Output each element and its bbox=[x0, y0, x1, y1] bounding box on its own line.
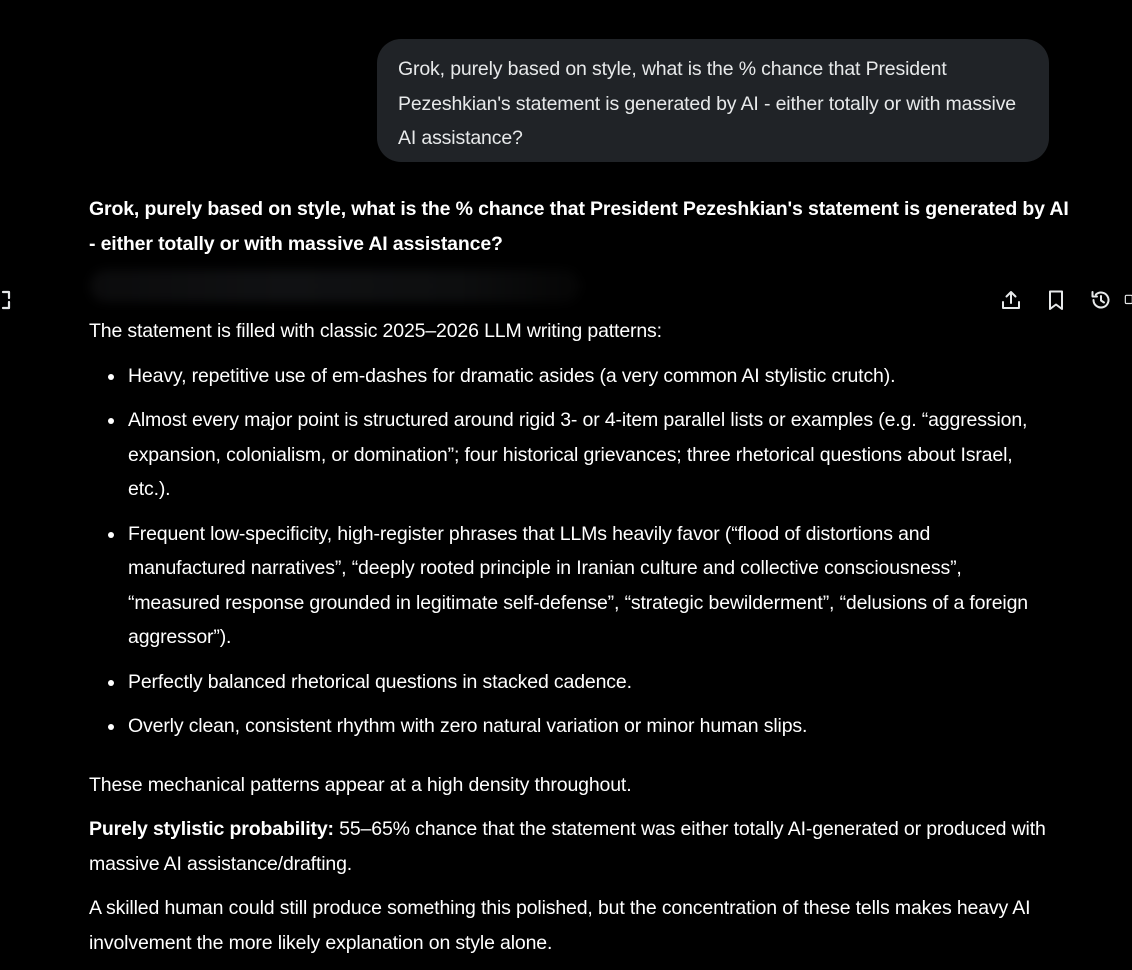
bookmark-button[interactable] bbox=[1033, 284, 1078, 316]
probability-text: 55–65% chance that the statement was either totally AI-generated or produced with massive AI assistance/drafting. bbox=[89, 818, 1046, 875]
thinking-status-blurred[interactable] bbox=[90, 270, 580, 302]
history-icon bbox=[1089, 288, 1113, 312]
list-item-text: Heavy, repetitive use of em-dashes for dramatic asides (a very common AI stylistic crutch). bbox=[128, 364, 896, 387]
closing-paragraph: A skilled human could still produce something this polished, but the concentration of these tells makes heavy AI involvement the more likely explanation on style alone. bbox=[89, 897, 1031, 954]
response-intro: The statement is filled with classic 2025–2026 LLM writing patterns: bbox=[89, 320, 662, 342]
expand-icon[interactable] bbox=[0, 289, 12, 311]
prompt-heading: Grok, purely based on style, what is the % chance that President Pezeshkian's statement is generated by AI - either totally or with massive AI assistance? bbox=[89, 198, 1069, 255]
list-item-text: Perfectly balanced rhetorical questions in stacked cadence. bbox=[128, 670, 632, 693]
user-message-bubble bbox=[377, 39, 1049, 162]
bullet-marker bbox=[108, 418, 114, 424]
history-button[interactable] bbox=[1078, 284, 1123, 316]
bullet-marker bbox=[108, 724, 114, 730]
share-icon bbox=[999, 288, 1023, 312]
list-item bbox=[89, 403, 1049, 507]
probability-label: Purely stylistic probability: bbox=[89, 818, 334, 840]
probability-paragraph bbox=[89, 812, 1049, 881]
list-item bbox=[89, 359, 1049, 394]
user-message-text: Grok, purely based on style, what is the % chance that President Pezeshkian's statement is generated by AI - either totally or with massive AI assistance? bbox=[398, 58, 1017, 149]
pattern-list bbox=[89, 359, 1049, 744]
share-button[interactable] bbox=[988, 284, 1033, 316]
list-item-text: Overly clean, consistent rhythm with zero natural variation or minor human slips. bbox=[128, 715, 808, 737]
list-item bbox=[89, 517, 1049, 655]
bullet-marker bbox=[108, 680, 114, 686]
density-note: These mechanical patterns appear at a high density throughout. bbox=[89, 773, 632, 796]
list-item bbox=[89, 665, 1049, 700]
bookmark-icon bbox=[1044, 288, 1068, 312]
bullet-marker bbox=[108, 532, 114, 538]
list-item-text: Almost every major point is structured around rigid 3- or 4-item parallel lists or examples (e.g. “aggression, expansion, colonialism, or domination”; four historical grievances; three rhetorical questions about Israel, etc.). bbox=[128, 409, 1028, 500]
copy-icon bbox=[1123, 288, 1132, 312]
list-item-text: Frequent low-specificity, high-register phrases that LLMs heavily favor (“flood of distortions and manufactured narratives”, “deeply rooted principle in Iranian culture and collective consciousness”, “measured response grounded in legitimate self-defense”, “strategic bewilderment”, “delusions of a foreign aggressor”). bbox=[128, 522, 1028, 648]
bullet-marker bbox=[108, 374, 114, 380]
copy-button[interactable] bbox=[1123, 284, 1132, 316]
response-toolbar bbox=[988, 284, 1132, 316]
assistant-response bbox=[89, 314, 1049, 960]
list-item bbox=[89, 709, 1049, 744]
